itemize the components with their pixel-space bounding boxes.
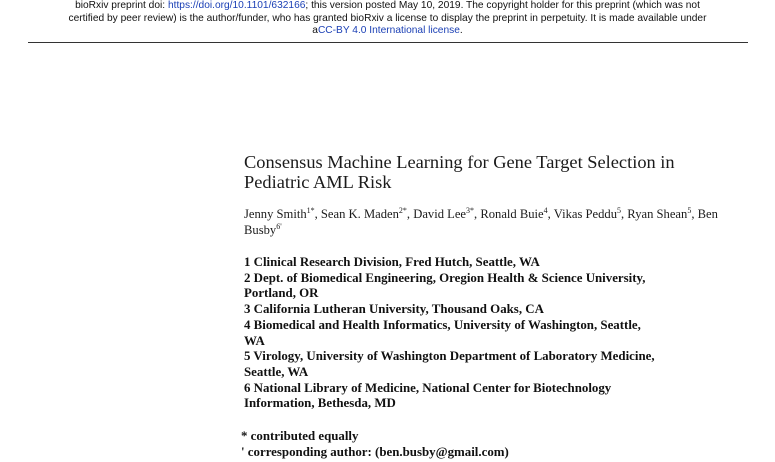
affiliation-mark: 1*	[306, 206, 315, 215]
affiliation-line-continued: WA	[244, 333, 265, 348]
author-name: David Lee	[413, 207, 467, 221]
affiliation-line-continued: Seattle, WA	[244, 364, 309, 379]
affiliation-line: 3 California Lutheran University, Thousand Oaks, CA	[244, 302, 544, 317]
affiliation-line-continued: Portland, OR	[244, 286, 319, 301]
author	[244, 207, 321, 221]
banner-line-2: certified by peer review) is the author/funder, who has granted bioRxiv a license to display the preprint in perpetuity. It is made available under	[68, 12, 707, 24]
author	[413, 207, 480, 221]
affiliation-mark: 2*	[398, 206, 407, 215]
author-separator: ,	[314, 207, 321, 221]
affiliation-mark: 4	[543, 206, 548, 215]
author	[554, 207, 628, 221]
author-separator: ,	[547, 207, 554, 221]
author-list	[244, 206, 744, 238]
preprint-banner	[0, 0, 775, 38]
paper-title	[244, 152, 744, 192]
title-line-1: Consensus Machine Learning for Gene Target Selection in	[244, 152, 675, 172]
affiliation-item	[244, 349, 754, 380]
author-name: Ronald Buie	[480, 207, 544, 221]
author-name: Sean K. Maden	[320, 207, 399, 221]
license-link[interactable]: CC-BY 4.0 International license	[317, 25, 460, 36]
author-notes	[241, 429, 751, 461]
author	[480, 207, 553, 221]
banner-line-1: bioRxiv preprint doi: https://doi.org/10.1101/632166; this version posted May 10, 2019. The copyright holder for this preprint (which was not	[75, 0, 700, 11]
affiliation-list	[244, 255, 754, 412]
author-name: Jenny Smith	[244, 207, 307, 221]
author-separator: ,	[474, 207, 481, 221]
affiliation-line: 6 National Library of Medicine, National Center for Biotechnology	[244, 380, 612, 395]
affiliation-item	[244, 318, 754, 349]
author-name: Ben Busby	[244, 207, 718, 238]
affiliation-mark: 5	[617, 206, 621, 215]
affiliation-line: 5 Virology, University of Washington Department of Laboratory Medicine,	[244, 349, 655, 364]
author-separator: ,	[621, 207, 628, 221]
affiliation-item	[244, 381, 754, 412]
affiliation-line: 2 Dept. of Biomedical Engineering, Oregion Health & Science University,	[244, 270, 646, 285]
affiliation-line-continued: Information, Bethesda, MD	[244, 396, 396, 411]
affiliation-mark: 6'	[276, 222, 282, 232]
affiliation-line: 4 Biomedical and Health Informatics, University of Washington, Seattle,	[244, 317, 641, 332]
affiliation-item	[244, 302, 754, 318]
header-divider	[28, 42, 748, 43]
doi-link[interactable]: https://doi.org/10.1101/632166	[167, 0, 306, 11]
author-name: Vikas Peddu	[553, 207, 617, 221]
banner-line-3: aCC-BY 4.0 International license.	[312, 25, 463, 36]
affiliation-mark: 5	[687, 206, 692, 215]
affiliation-item	[244, 271, 754, 302]
title-line-2: Pediatric AML Risk	[244, 172, 392, 192]
affiliation-mark: 3*	[466, 206, 475, 215]
equal-contribution-note: * contributed equally	[241, 429, 359, 443]
affiliation-line: 1 Clinical Research Division, Fred Hutch, Seattle, WA	[244, 255, 540, 269]
author-name: Ryan Shean	[627, 207, 688, 221]
author	[321, 207, 413, 221]
corresponding-author-note: ' corresponding author: (ben.busby@gmail.com)	[241, 444, 509, 459]
author-separator: ,	[406, 207, 414, 221]
author	[627, 207, 697, 221]
affiliation-item	[244, 255, 754, 271]
author-separator: ,	[691, 207, 698, 221]
